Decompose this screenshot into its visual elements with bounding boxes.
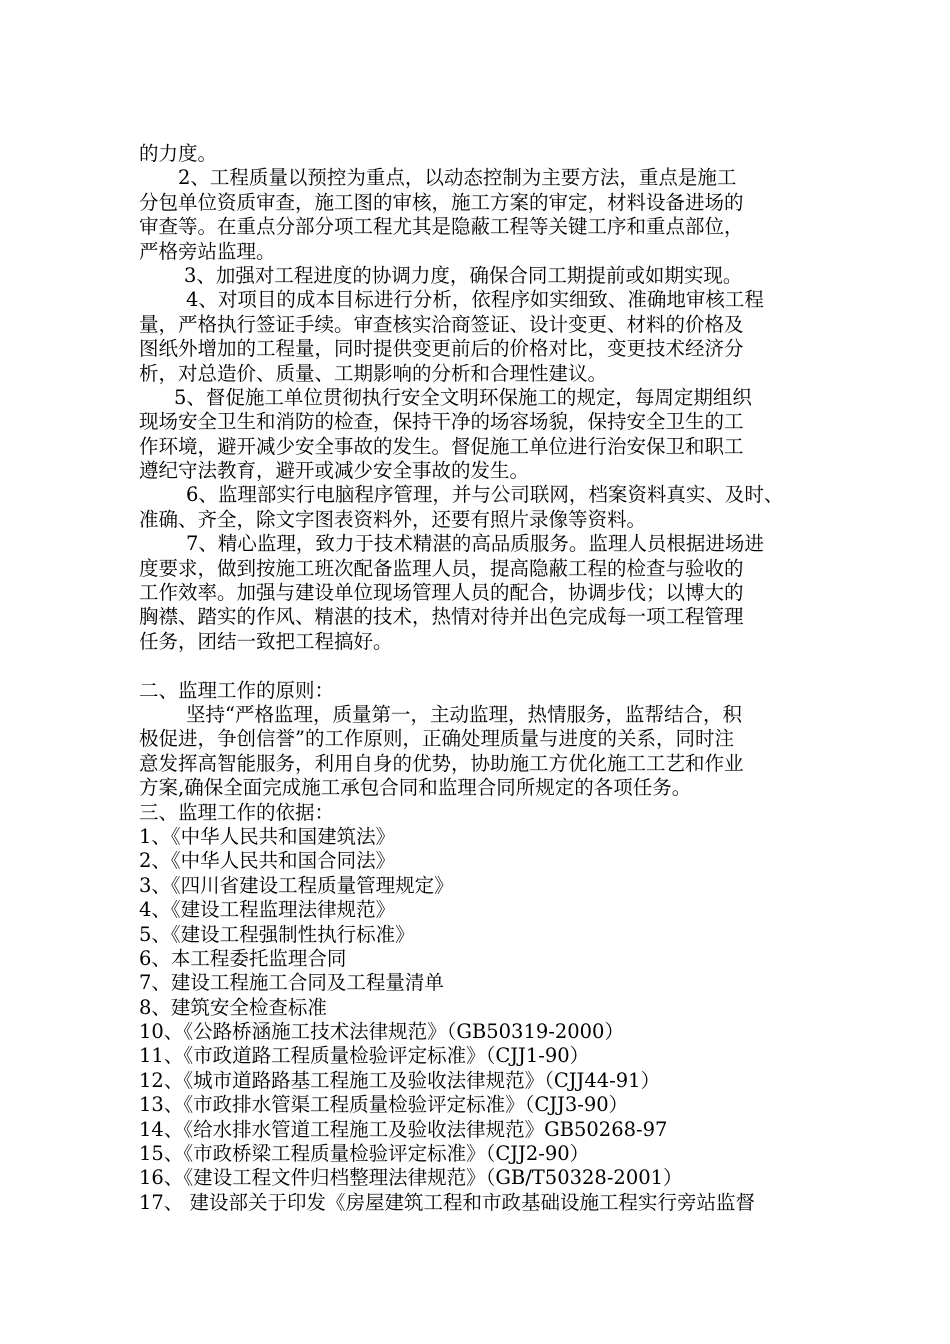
- text-line: 工作效率。加强与建设单位现场管理人员的配合，协调步伐；以博大的: [139, 581, 744, 605]
- text-line: 作环境，避开减少安全事故的发生。督促施工单位进行治安保卫和职工: [139, 434, 744, 458]
- text-line: 度要求，做到按施工班次配备监理人员，提高隐蔽工程的检查与验收的: [139, 556, 744, 580]
- text-line: 严格旁站监理。: [139, 239, 276, 263]
- text-line: 图纸外增加的工程量，同时提供变更前后的价格对比，变更技术经济分: [139, 337, 744, 361]
- text-line: 1、《中华人民共和国建筑法》: [139, 824, 396, 848]
- text-line: 遵纪守法教育，避开或减少安全事故的发生。: [139, 459, 530, 483]
- text-line: 6、本工程委托监理合同: [139, 946, 347, 970]
- text-line: 析，对总造价、质量、工期影响的分析和合理性建议。: [139, 361, 608, 385]
- text-line: 审查等。在重点分部分项工程尤其是隐蔽工程等关键工序和重点部位，: [139, 215, 744, 239]
- text-line: 现场安全卫生和消防的检查，保持干净的场容场貌，保持安全卫生的工: [139, 410, 744, 434]
- text-line: 2、工程质量以预控为重点，以动态控制为主要方法，重点是施工: [178, 166, 737, 190]
- text-line: 12、《城市道路路基工程施工及验收法律规范》（CJJ44-91）: [139, 1068, 661, 1092]
- text-line: 15、《市政桥梁工程质量检验评定标准》（CJJ2-90）: [139, 1142, 590, 1166]
- text-line: 3、《四川省建设工程质量管理规定》: [139, 873, 454, 897]
- text-line: 4、《建设工程监理法律规范》: [139, 898, 396, 922]
- text-line: 胸襟、踏实的作风、精湛的技术，热情对待并出色完成每一项工程管理: [139, 605, 744, 629]
- text-line: 5、《建设工程强制性执行标准》: [139, 922, 415, 946]
- text-line: 17、 建设部关于印发《房屋建筑工程和市政基础设施工程实行旁站监督: [139, 1190, 756, 1214]
- text-line: 3、加强对工程进度的协调力度，确保合同工期提前或如期实现。: [184, 263, 743, 287]
- document-body: [139, 142, 855, 1215]
- text-line: 2、《中华人民共和国合同法》: [139, 849, 396, 873]
- text-line: 11、《市政道路工程质量检验评定标准》（CJJ1-90）: [139, 1044, 590, 1068]
- text-line: 4、对项目的成本目标进行分析，依程序如实细致、准确地审核工程: [186, 288, 764, 312]
- text-line: 准确、齐全，除文字图表资料外，还要有照片录像等资料。: [139, 507, 647, 531]
- text-line: 坚持“严格监理，质量第一，主动监理，热情服务，监帮结合，积: [186, 702, 742, 726]
- text-line: 7、建设工程施工合同及工程量清单: [139, 971, 444, 995]
- blank-line: [139, 654, 855, 678]
- text-line: 任务，团结一致把工程搞好。: [139, 629, 393, 653]
- text-line: 三、监理工作的依据：: [139, 800, 335, 824]
- text-line: 量，严格执行签证手续。审查核实洽商签证、设计变更、材料的价格及: [139, 312, 744, 336]
- text-line: 7、精心监理，致力于技术精湛的高品质服务。监理人员根据进场进: [186, 532, 764, 556]
- text-line: 极促进，争创信誉”的工作原则，正确处理质量与进度的关系，同时注: [139, 727, 734, 751]
- text-line: 6、监理部实行电脑程序管理，并与公司联网，档案资料真实、及时、: [186, 483, 784, 507]
- text-line: 14、《给水排水管道工程施工及验收法律规范》GB50268-97: [139, 1117, 668, 1141]
- text-line: 方案,确保全面完成施工承包合同和监理合同所规定的各项任务。: [139, 776, 692, 800]
- text-line: 二、监理工作的原则：: [139, 678, 335, 702]
- text-line: 10、《公路桥涵施工技术法律规范》（GB50319-2000）: [139, 1020, 624, 1044]
- text-line: 8、建筑安全检查标准: [139, 995, 327, 1019]
- text-line: 的力度。: [139, 142, 218, 165]
- text-line: 13、《市政排水管渠工程质量检验评定标准》（CJJ3-90）: [139, 1093, 629, 1117]
- text-line: 意发挥高智能服务，利用自身的优势，协助施工方优化施工工艺和作业: [139, 751, 744, 775]
- text-line: 5、督促施工单位贯彻执行安全文明环保施工的规定，每周定期组织: [174, 385, 752, 409]
- text-line: 16、《建设工程文件归档整理法律规范》（GB/T50328-2001）: [139, 1166, 683, 1190]
- text-line: 分包单位资质审查，施工图的审核，施工方案的审定，材料设备进场的: [139, 190, 744, 214]
